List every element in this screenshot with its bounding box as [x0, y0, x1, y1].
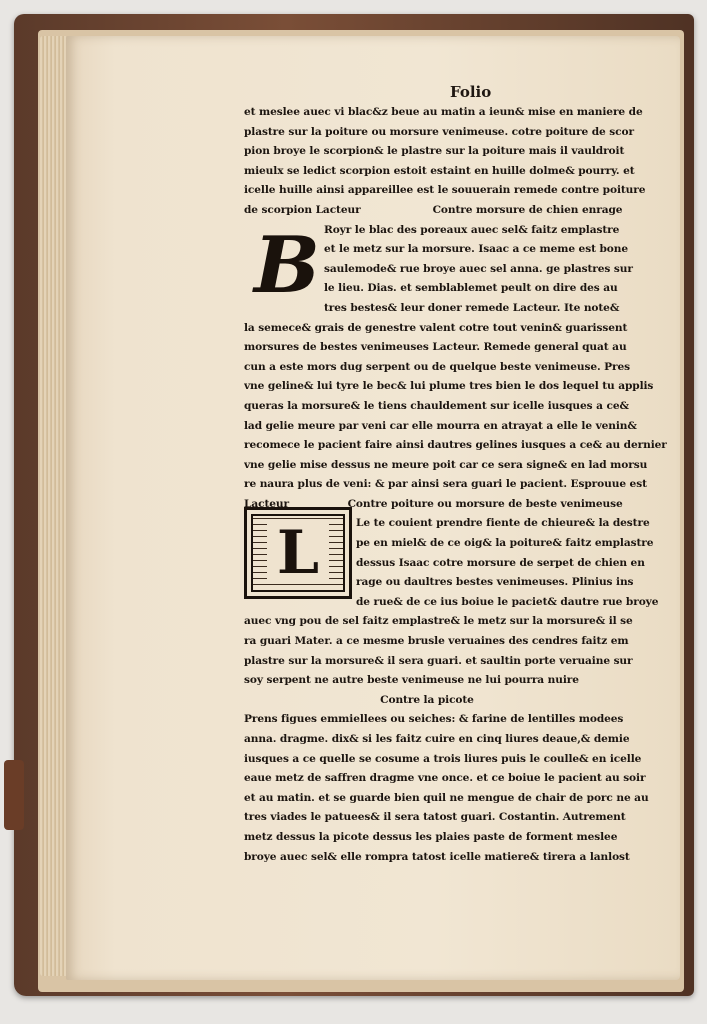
text-line: icelle huille ainsi appareillee est le souuerain remede contre poiture [244, 184, 646, 197]
initial-b-glyph: B [254, 220, 320, 311]
page-text [244, 103, 680, 867]
folio-header: Folio [450, 83, 492, 101]
text-line: tres viades le patuees& il sera tatost guari. Costantin. Autrement [244, 811, 626, 824]
text-line: Le te couient prendre fiente de chieure& la destre [356, 517, 650, 530]
text-line: dessus Isaac cotre morsure de serpet de chien en [356, 556, 645, 569]
section-heading-1 [244, 201, 680, 221]
text-line: lad gelie meure par veni car elle mourra en atrayat a elle le venin& [244, 419, 637, 432]
text-line: metz dessus la picote dessus les plaies paste de forment meslee [244, 830, 618, 843]
text-line: et meslee auec vi blac&z beue au matin a ieun& mise en maniere de [244, 106, 643, 118]
text-line: re naura plus de veni: & par ainsi sera guari le pacient. Esprouue est [244, 478, 647, 491]
text-line: queras la morsure& le tiens chauldement sur icelle iusques a ce& [244, 399, 629, 412]
text-line: auec vng pou de sel faitz emplastre& le metz sur la morsure& il se [244, 615, 633, 628]
text-line: vne gelie mise dessus ne meure poit car ce sera signe& en lad morsu [244, 458, 648, 471]
text-line: ra guari Mater. a ce mesme brusle veruaines des cendres faitz em [244, 635, 629, 648]
text-line: de rue& de ce ius boiue le paciet& dautre rue broye [356, 595, 659, 608]
heading-1-left: de scorpion Lacteur [244, 203, 361, 216]
text-line: pion broye le scorpion& le plastre sur la poiture mais il vauldroit [244, 145, 625, 158]
text-line: Prens figues emmiellees ou seiches: & farine de lentilles modees [244, 713, 624, 726]
text-line: recomece le pacient faire ainsi dautres gelines iusques a ce& au dernier [244, 439, 667, 452]
text-line: pe en miel& de ce oig& la poiture& faitz emplastre [356, 537, 654, 550]
section-heading-3: Contre la picote [380, 693, 474, 706]
text-line: rage ou daultres bestes venimeuses. Plinius ins [356, 576, 634, 589]
text-line: vne geline& lui tyre le bec& lui plume tres bien le dos lequel tu applis [244, 380, 654, 393]
initial-l-glyph: L [267, 523, 329, 583]
text-line: morsures de bestes venimeuses Lacteur. Remede general quat au [244, 341, 627, 354]
text-line: eaue metz de saffren dragme vne once. et ce boiue le pacient au soir [244, 772, 646, 785]
section-heading-2 [244, 495, 680, 515]
text-line: saulemode& rue broye auec sel anna. ge plastres sur [324, 262, 633, 275]
text-line: anna. dragme. dix& si les faitz cuire en cinq liures deaue,& demie [244, 733, 630, 745]
text-line: la semece& grais de genestre valent cotre tout venin& guarissent [244, 321, 628, 334]
text-line: cun a este mors dug serpent ou de quelque beste venimeuse. Pres [244, 360, 630, 373]
text-line: soy serpent ne autre beste venimeuse ne lui pourra nuire [244, 674, 579, 687]
text-line: broye auec sel& elle rompra tatost icelle matiere& tirera a lanlost [244, 850, 630, 863]
text-line: et au matin. et se guarde bien quil ne mengue de chair de porc ne au [244, 791, 649, 804]
leather-tab [4, 760, 24, 830]
text-line: mieulx se ledict scorpion estoit estaint en huille dolme& pourry. et [244, 164, 635, 177]
text-line: iusques a ce quelle se cosume a trois liures puis le coulle& en icelle [244, 752, 642, 765]
text-line: plastre sur la poiture ou morsure venimeuse. cotre poiture de scor [244, 125, 634, 138]
text-line: et le metz sur la morsure. Isaac a ce meme est bone [324, 243, 628, 256]
page-edges [40, 36, 66, 976]
heading-2-left: Lacteur [244, 497, 289, 510]
text-line: plastre sur la morsure& il sera guari. et saultin porte veruaine sur [244, 654, 633, 667]
text-line: le lieu. Dias. et semblablemet peult on dire des au [324, 282, 618, 295]
text-line: tres bestes& leur doner remede Lacteur. Ite note& [324, 301, 620, 314]
heading-1-right: Contre morsure de chien enrage [432, 203, 623, 216]
text-line: Royr le blac des poreaux auec sel& faitz emplastre [324, 223, 620, 236]
heading-2-right: Contre poiture ou morsure de beste venimeuse [347, 497, 623, 510]
